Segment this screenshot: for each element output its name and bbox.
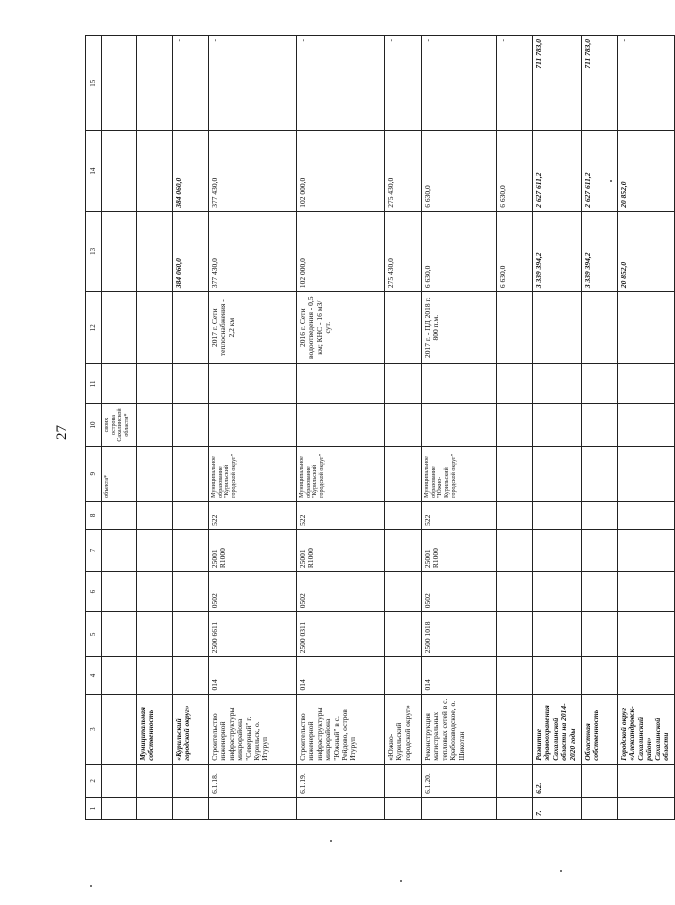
- cell: 275 430,0: [385, 131, 422, 211]
- cell: [173, 404, 209, 446]
- scan-speck: [330, 840, 332, 842]
- table-row: [209, 36, 297, 820]
- cell: [137, 292, 173, 364]
- cell: [385, 797, 422, 819]
- cell: [582, 364, 618, 404]
- cell: [173, 657, 209, 694]
- cell: [297, 404, 385, 446]
- cell: -: [297, 36, 385, 131]
- cell: [533, 292, 582, 364]
- cell: 6 630,0: [422, 211, 497, 291]
- cell: 2017 г. - ПД 2018 г. 800 п.м.: [422, 292, 497, 364]
- col-num: 10: [86, 404, 102, 446]
- cell: 2016 г. Сети водоотведения - 0,5 км; КНС - 16 м3/сут.: [297, 292, 385, 364]
- cell: [385, 657, 422, 694]
- cell: [297, 797, 385, 819]
- cell: [582, 657, 618, 694]
- cell: -: [422, 36, 497, 131]
- cell: 6.1.18.: [209, 764, 297, 797]
- cell: [137, 529, 173, 571]
- cell: [497, 572, 533, 612]
- column-number-row: [86, 36, 102, 820]
- cell: [137, 404, 173, 446]
- rotated-table-container: [85, 35, 670, 820]
- cell: [618, 529, 675, 571]
- cell: [209, 404, 297, 446]
- cell: [173, 501, 209, 529]
- cell: [137, 364, 173, 404]
- cell: [533, 657, 582, 694]
- cell: [582, 612, 618, 657]
- scan-speck: [610, 180, 612, 182]
- cell: 25001 R1000: [422, 529, 497, 571]
- cell: 6 630,0: [497, 211, 533, 291]
- cell: [533, 404, 582, 446]
- cell: [173, 797, 209, 819]
- cell: [497, 404, 533, 446]
- cell: [209, 364, 297, 404]
- cell: [618, 764, 675, 797]
- cell: [497, 694, 533, 764]
- header-extra-9: объекта*: [102, 446, 137, 501]
- cell: [533, 572, 582, 612]
- table-row: [297, 36, 385, 820]
- cell: [618, 612, 675, 657]
- cell: 2500 6611: [209, 612, 297, 657]
- cell: [533, 501, 582, 529]
- cell: [422, 364, 497, 404]
- cell: [582, 501, 618, 529]
- table-row: [497, 36, 533, 820]
- cell: [618, 572, 675, 612]
- cell: -: [618, 36, 675, 131]
- cell: [533, 446, 582, 501]
- cell: [497, 797, 533, 819]
- cell: [385, 764, 422, 797]
- cell: [137, 797, 173, 819]
- cell: [582, 404, 618, 446]
- col-num: 5: [86, 612, 102, 657]
- cell: [582, 764, 618, 797]
- cell: [137, 446, 173, 501]
- scan-speck: [400, 880, 402, 882]
- page-number: 27: [54, 425, 70, 440]
- col-num: 9: [86, 446, 102, 501]
- cell: [173, 764, 209, 797]
- cell: [422, 797, 497, 819]
- cell: [137, 36, 173, 131]
- col-num: 2: [86, 764, 102, 797]
- cell: 377 430,0: [209, 211, 297, 291]
- cell: -: [385, 36, 422, 131]
- cell: [137, 501, 173, 529]
- cell: [297, 364, 385, 404]
- cell: «Курильский городской округ»: [173, 694, 209, 764]
- cell: 2 627 611,2: [582, 131, 618, 211]
- col-num: 4: [86, 657, 102, 694]
- header-extra-10: своих острова Сахалинской области*: [102, 404, 137, 446]
- cell: [173, 529, 209, 571]
- cell: -: [173, 36, 209, 131]
- cell: [173, 364, 209, 404]
- cell: [497, 529, 533, 571]
- cell: Строительство инженерной инфраструктуры микрорайона "Северный" г. Курильск, о. Итуруп: [209, 694, 297, 764]
- cell: [582, 572, 618, 612]
- cell: 522: [209, 501, 297, 529]
- col-num: 15: [86, 36, 102, 131]
- cell: 014: [209, 657, 297, 694]
- cell: Реконструкция магистральных тепловых сетей в с. Крабозаводское, о. Шикотан: [422, 694, 497, 764]
- cell: [137, 572, 173, 612]
- scan-speck: [560, 870, 562, 872]
- cell: 6 630,0: [497, 131, 533, 211]
- cell: [533, 364, 582, 404]
- scan-speck: [90, 885, 92, 887]
- col-num: 3: [86, 694, 102, 764]
- cell: 102 000,0: [297, 211, 385, 291]
- cell: [618, 797, 675, 819]
- cell: 3 339 394,2: [533, 211, 582, 291]
- cell: [385, 572, 422, 612]
- cell: [137, 211, 173, 291]
- table-row: [582, 36, 618, 820]
- cell: [497, 292, 533, 364]
- cell: -: [497, 36, 533, 131]
- cell: 2500 1018: [422, 612, 497, 657]
- cell: [497, 657, 533, 694]
- cell: 014: [422, 657, 497, 694]
- cell: [582, 529, 618, 571]
- table-row: [618, 36, 675, 820]
- cell: [137, 612, 173, 657]
- cell: [618, 501, 675, 529]
- cell: 2 627 611,2: [533, 131, 582, 211]
- cell: [173, 446, 209, 501]
- cell: 25001 R1000: [297, 529, 385, 571]
- col-num: 6: [86, 572, 102, 612]
- cell: 711 783,0: [582, 36, 618, 131]
- cell: 25001 R1000: [209, 529, 297, 571]
- cell: 384 060,0: [173, 131, 209, 211]
- cell: 014: [297, 657, 385, 694]
- cell: 3 339 394,2: [582, 211, 618, 291]
- cell: Муниципальная собственность: [137, 694, 173, 764]
- cell: [173, 292, 209, 364]
- cell: [137, 764, 173, 797]
- cell: 0502: [297, 572, 385, 612]
- cell: [385, 612, 422, 657]
- cell: 0502: [422, 572, 497, 612]
- cell: 6.1.20.: [422, 764, 497, 797]
- col-num: 7: [86, 529, 102, 571]
- col-num: 12: [86, 292, 102, 364]
- cell: Развитие здравоохранения Сахалинской области на 2014-2020 годы: [533, 694, 582, 764]
- cell: [137, 657, 173, 694]
- cell: «Южно-Курильский городской округ»: [385, 694, 422, 764]
- cell: [385, 292, 422, 364]
- cell: [582, 797, 618, 819]
- cell: [497, 612, 533, 657]
- cell: [582, 446, 618, 501]
- cell: 522: [297, 501, 385, 529]
- header-continuation-row: [102, 36, 137, 820]
- cell: [422, 404, 497, 446]
- cell: 6 630,0: [422, 131, 497, 211]
- cell: 384 060,0: [173, 211, 209, 291]
- cell: [533, 612, 582, 657]
- col-num: 1: [86, 797, 102, 819]
- cell: Областная собственность: [582, 694, 618, 764]
- cell: Городской округ «Александровск-Сахалинский район» Сахалинской области: [618, 694, 675, 764]
- cell: -: [209, 36, 297, 131]
- cell: [497, 501, 533, 529]
- cell: [497, 764, 533, 797]
- cell: 6.2.: [533, 764, 582, 797]
- cell: 377 430,0: [209, 131, 297, 211]
- cell: 102 000,0: [297, 131, 385, 211]
- table-row: [422, 36, 497, 820]
- col-num: 13: [86, 211, 102, 291]
- cell: Муниципальное образование "Курильский городской округ": [297, 446, 385, 501]
- cell: Строительство инженерной инфраструктуры микрорайона "Южный" в с. Рейдово, остров Итуруп: [297, 694, 385, 764]
- cell: 711 783,0: [533, 36, 582, 131]
- table-row: [385, 36, 422, 820]
- cell: [385, 404, 422, 446]
- cell: [173, 612, 209, 657]
- table-row: [533, 36, 582, 820]
- cell: [533, 529, 582, 571]
- cell: [497, 364, 533, 404]
- cell: [582, 292, 618, 364]
- cell: 522: [422, 501, 497, 529]
- cell: Муниципальное образование "Южно-Курильский городской округ": [422, 446, 497, 501]
- cell: Муниципальное образование "Курильский городской округ": [209, 446, 297, 501]
- cell: 20 852,0: [618, 211, 675, 291]
- cell: [618, 292, 675, 364]
- cell: 2500 0311: [297, 612, 385, 657]
- cell: [618, 364, 675, 404]
- cell: [209, 797, 297, 819]
- table-row: [137, 36, 173, 820]
- cell: [137, 131, 173, 211]
- program-table: [85, 35, 675, 820]
- cell: [385, 501, 422, 529]
- cell: 0502: [209, 572, 297, 612]
- cell: 2017 г. Сети теплоснабжения - 2,2 км: [209, 292, 297, 364]
- cell: [385, 529, 422, 571]
- col-num: 11: [86, 364, 102, 404]
- table-row: [173, 36, 209, 820]
- col-num: 14: [86, 131, 102, 211]
- cell: [497, 446, 533, 501]
- cell: 7.: [533, 797, 582, 819]
- cell: [385, 364, 422, 404]
- cell: 6.1.19.: [297, 764, 385, 797]
- cell: 275 430,0: [385, 211, 422, 291]
- cell: [618, 657, 675, 694]
- cell: [385, 446, 422, 501]
- cell: 20 852,0: [618, 131, 675, 211]
- cell: [618, 404, 675, 446]
- cell: [173, 572, 209, 612]
- col-num: 8: [86, 501, 102, 529]
- cell: [618, 446, 675, 501]
